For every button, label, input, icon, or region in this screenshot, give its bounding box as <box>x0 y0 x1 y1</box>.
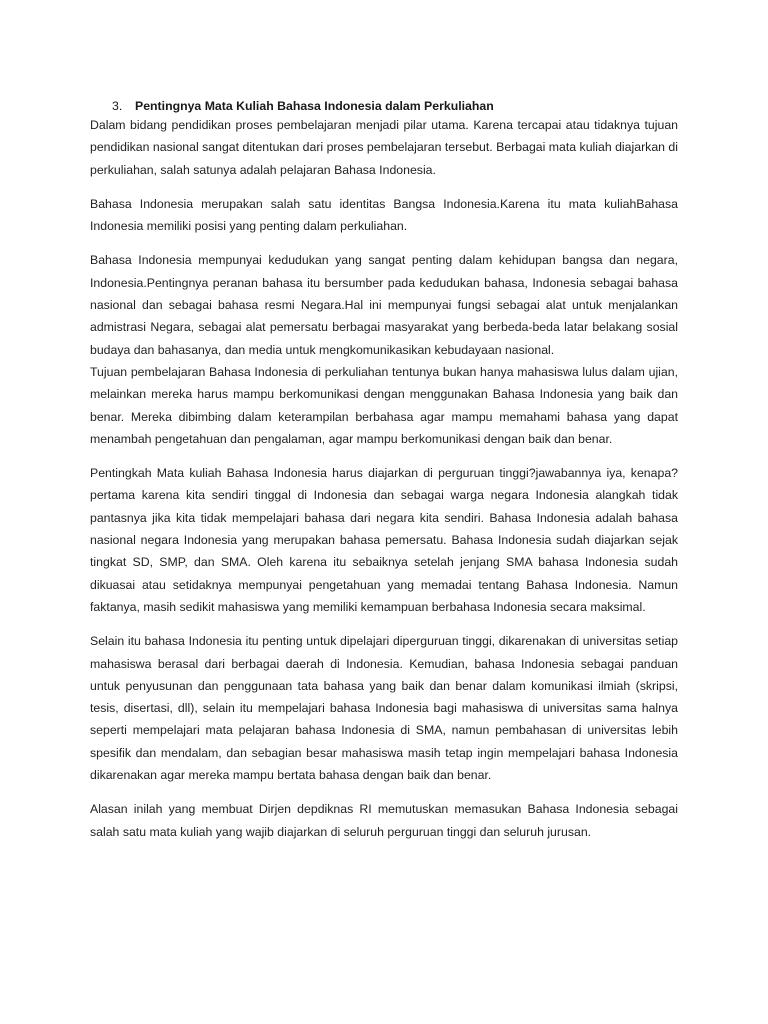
paragraph-2: Bahasa Indonesia merupakan salah satu identitas Bangsa Indonesia.Karena itu mata kuliahBahasa Indonesia memiliki posisi yang penting dalam perkuliahan. <box>90 196 678 234</box>
paragraph-1: Dalam bidang pendidikan proses pembelajaran menjadi pilar utama. Karena tercapai atau tidaknya tujuan pendidikan nasional sangat ditentukan dari proses pembelajaran tersebut. Berbagai mata kuliah diajarkan di perkuliahan, salah satunya adalah pelajaran Bahasa Indonesia. <box>90 118 678 177</box>
section-number: 3. <box>112 99 123 113</box>
section-title: Pentingnya Mata Kuliah Bahasa Indonesia dalam Perkuliahan <box>135 99 494 113</box>
section-heading <box>90 96 678 116</box>
paragraph-6: Selain itu bahasa Indonesia itu penting untuk dipelajari diperguruan tinggi, dikarenakan di universitas setiap mahasiswa berasal dari berbagai daerah di Indonesia. Kemudian, bahasa Indonesia sebagai panduan untuk penyusunan dan penggunaan tata bahasa yang baik dan benar dalam komunikasi ilmiah (skripsi, tesis, disertasi, dll), selain itu mempelajari bahasa Indonesia bagi mahasiswa di universitas sama halnya seperti mempelajari mata pelajaran bahasa Indonesia di SMA, namun pembahasan di universitas lebih spesifik dan mendalam, dan sebagian besar mahasiswa masih tetap ingin mempelajari bahasa Indonesia dikarenakan agar mereka mampu bertata bahasa dengan baik dan benar. <box>90 634 678 783</box>
document-body <box>90 96 678 843</box>
paragraph-4: Tujuan pembelajaran Bahasa Indonesia di perkuliahan tentunya bukan hanya mahasiswa lulus dalam ujian, melainkan mereka harus mampu berkomunikasi dengan menggunakan Bahasa Indonesia yang baik dan benar. Mereka dibimbing dalam keterampilan berbahasa agar mampu memahami bahasa yang dapat menambah pengetahuan dan pengalaman, agar mampu berkomunikasi dengan baik dan benar. <box>90 364 678 446</box>
paragraph-7: Alasan inilah yang membuat Dirjen depdiknas RI memutuskan memasukan Bahasa Indonesia sebagai salah satu mata kuliah yang wajib diajarkan di seluruh perguruan tinggi dan seluruh jurusan. <box>90 802 678 839</box>
paragraph-5: Pentingkah Mata kuliah Bahasa Indonesia harus diajarkan di perguruan tinggi?jawabannya iya, kenapa? pertama karena kita sendiri tinggal di Indonesia dan sebagai warga negara Indonesia alangkah tidak pantasnya jika kita tidak mempelajari bahasa dari negara kita sendiri. Bahasa Indonesia adalah bahasa nasional negara Indonesia yang merupakan bahasa pemersatu. Bahasa Indonesia sudah diajarkan sejak tingkat SD, SMP, dan SMA. Oleh karena itu sebaiknya setelah jenjang SMA bahasa Indonesia sudah dikuasai atau setidaknya mempunyai pengetahuan yang memadai tentang Bahasa Indonesia. Namun faktanya, masih sedikit mahasiswa yang memiliki kemampuan berbahasa Indonesia secara maksimal. <box>90 466 678 614</box>
paragraph-3: Bahasa Indonesia mempunyai kedudukan yang sangat penting dalam kehidupan bangsa dan negara, Indonesia.Pentingnya peranan bahasa itu bersumber pada kedudukan bahasa, Indonesia sebagai bahasa nasional dan sebagai bahasa resmi Negara.Hal ini mempunyai fungsi sebagai alat untuk menjalankan admistrasi Negara, sebagai alat pemersatu berbagai masyarakat yang berbeda-beda latar belakang sosial budaya dan bahasanya, dan media untuk mengkomunikasikan kebudayaan nasional. <box>90 253 678 357</box>
